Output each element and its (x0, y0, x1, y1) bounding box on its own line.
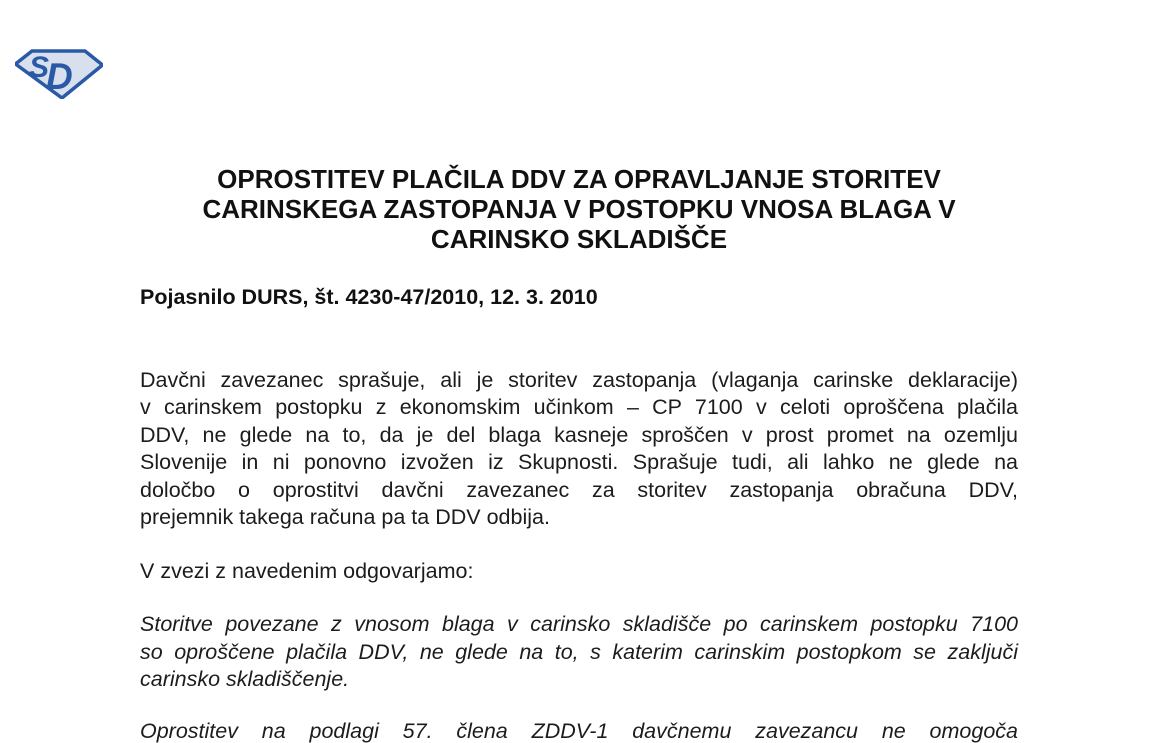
text-line: CARINSKO SKLADIŠČE (430, 224, 728, 254)
response-intro: V zvezi z navedenim odgovarjamo: (140, 558, 474, 583)
text-line: DDV, ne glede na to, da je del blaga kasneje sproščen v prost promet na ozemlju (140, 422, 1018, 447)
text-line: določbo o oprostitvi davčni zavezanec za storitev zastopanja obračuna DDV, (140, 477, 1018, 502)
text-line: Davčni zavezanec sprašuje, ali je storitev zastopanja (vlaganja carinske deklaracije) (140, 367, 1018, 392)
answer-paragraph-2 (140, 718, 1018, 743)
text-line: Oprostitev na podlagi 57. člena ZDDV-1 davčnemu zavezancu ne omogoča (140, 718, 1018, 743)
document-subtitle: Pojasnilo DURS, št. 4230-47/2010, 12. 3. 2010 (140, 285, 598, 309)
text-line: so oproščene plačila DDV, ne glede na to, s katerim carinskim postopkom se zaključi (140, 639, 1018, 664)
text-line: v carinskem postopku z ekonomskim učinkom – CP 7100 v celoti oproščena plačila (140, 395, 1018, 419)
document-content (140, 0, 1018, 743)
document-title (140, 164, 1018, 254)
logo-letter-s: S (29, 51, 50, 84)
logo-letter-d: D (46, 56, 73, 97)
text-line: carinsko skladiščenje. (140, 667, 350, 691)
text-line: OPROSTITEV PLAČILA DDV ZA OPRAVLJANJE STORITEV (217, 164, 941, 194)
text-line: CARINSKEGA ZASTOPANJA V POSTOPKU VNOSA BLAGA V (202, 194, 956, 224)
text-line: Storitve povezane z vnosom blaga v carinsko skladišče po carinskem postopku 7100 (140, 612, 1018, 636)
text-line: Slovenije in ni ponovno izvožen iz Skupnosti. Sprašuje tudi, ali lahko ne glede na (140, 450, 1018, 474)
text-line: prejemnik takega računa pa ta DDV odbija. (140, 505, 550, 529)
sd-logo-icon (15, 49, 103, 99)
question-paragraph (140, 367, 1018, 532)
sd-logo (15, 49, 103, 99)
answer-paragraph-1 (140, 611, 1018, 694)
